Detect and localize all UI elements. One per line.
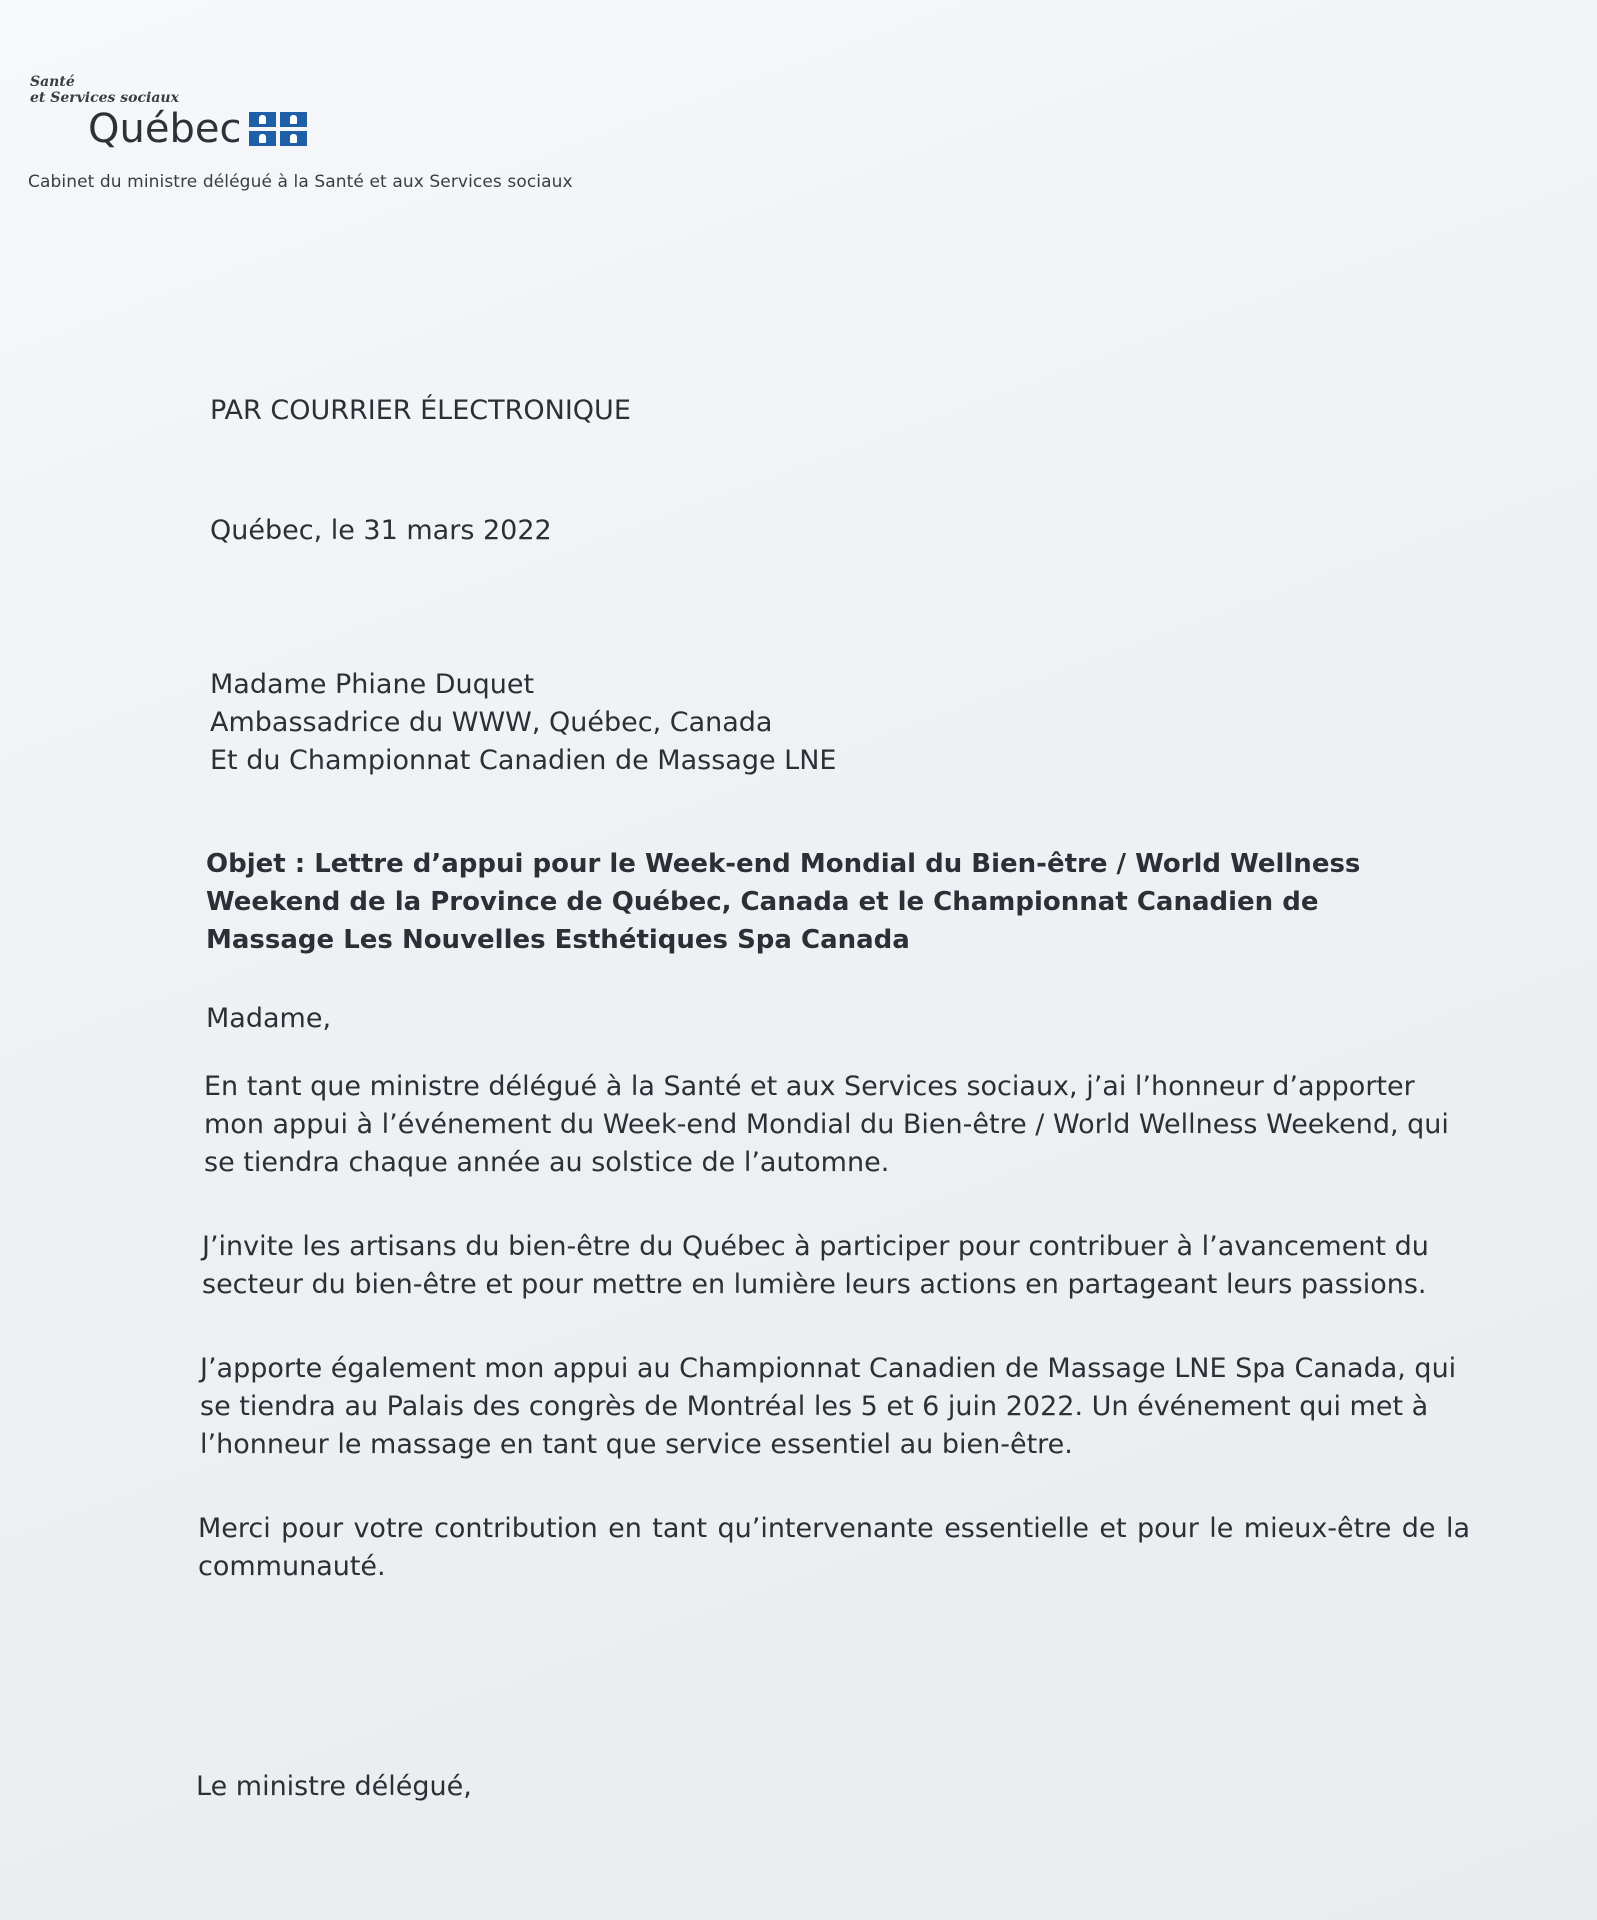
logo-line-sante: Santé xyxy=(30,74,75,90)
fleur-de-lis-icon xyxy=(280,112,307,127)
cabinet-header: Cabinet du ministre délégué à la Santé et aux Services sociaux xyxy=(28,172,573,192)
logo-wordmark: Québec xyxy=(88,106,242,152)
body-paragraph: J’invite les artisans du bien-être du Québec à participer pour contribuer à l’avancement du secteur du bien-être et pour mettre en lumière leurs actions en partageant leurs passions. xyxy=(202,1231,1429,1300)
recipient-title: Ambassadrice du WWW, Québec, Canada xyxy=(210,707,773,738)
delivery-method: PAR COURRIER ÉLECTRONIQUE xyxy=(210,395,631,426)
recipient-address xyxy=(210,666,836,780)
body-paragraph: Merci pour votre contribution en tant qu’intervenante essentielle et pour le mieux-être de la communauté. xyxy=(198,1513,1470,1582)
quebec-flag-icon xyxy=(249,112,307,146)
salutation: Madame, xyxy=(206,1003,332,1034)
logo-line-services: et Services sociaux xyxy=(30,90,179,106)
closing-signature-line: Le ministre délégué, xyxy=(196,1771,472,1802)
letter-subject: Objet : Lettre d’appui pour le Week-end Mondial du Bien-être / World Wellness Weekend de la Province de Québec, Canada et le Championnat Canadien de Massage Les Nouvelles Esthétiques Spa Canada xyxy=(206,849,1361,955)
fleur-de-lis-icon xyxy=(249,112,276,127)
fleur-de-lis-icon xyxy=(280,131,307,146)
letter-date: Québec, le 31 mars 2022 xyxy=(210,515,552,546)
fleur-de-lis-icon xyxy=(249,131,276,146)
recipient-name: Madame Phiane Duquet xyxy=(210,669,535,700)
logo-wordmark-row xyxy=(88,106,307,152)
recipient-title-2: Et du Championnat Canadien de Massage LNE xyxy=(210,745,837,776)
body-paragraph: J’apporte également mon appui au Championnat Canadien de Massage LNE Spa Canada, qui se tiendra au Palais des congrès de Montréal les 5 et 6 juin 2022. Un événement qui met à l’honneur le massage en tant que service essentiel au bien-être. xyxy=(200,1353,1457,1460)
sante-quebec-logo xyxy=(30,74,330,164)
body-paragraph: En tant que ministre délégué à la Santé et aux Services sociaux, j’ai l’honneur d’apporter mon appui à l’événement du Week-end Mondial du Bien-être / World Wellness Weekend, qui se tiendra chaque année au solstice de l’automne. xyxy=(204,1071,1449,1178)
